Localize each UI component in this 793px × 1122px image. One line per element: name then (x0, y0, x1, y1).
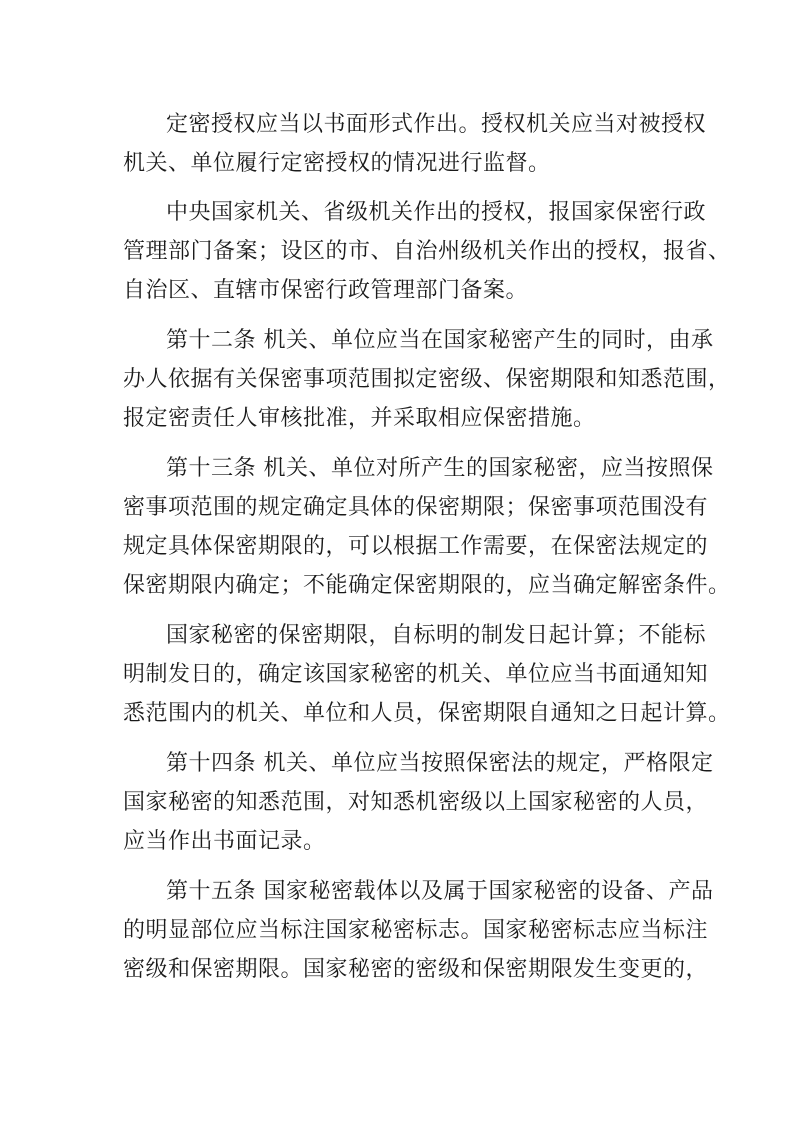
text-line: 定密授权应当以书面形式作出。授权机关应当对被授权 (166, 112, 707, 137)
text-line: 第十二条 机关、单位应当在国家秘密产生的同时，由承 (166, 328, 714, 353)
text-line: 机关、单位履行定密授权的情况进行监督。 (123, 151, 551, 176)
text-line: 中央国家机关、省级机关作出的授权，报国家保密行政 (166, 200, 707, 225)
text-line: 明制发日的，确定该国家秘密的机关、单位应当书面通知知 (123, 662, 709, 687)
text-line: 保密期限内确定；不能确定保密期限的，应当确定解密条件。 (123, 573, 731, 598)
text-line: 应当作出书面记录。 (123, 829, 326, 854)
text-line: 自治区、直辖市保密行政管理部门备案。 (123, 278, 529, 303)
text-line: 管理部门备案；设区的市、自治州级机关作出的授权，报省、 (123, 239, 731, 264)
text-line: 国家秘密的保密期限，自标明的制发日起计算；不能标 (166, 623, 707, 648)
text-line: 密事项范围的规定确定具体的保密期限；保密事项范围没有 (123, 495, 709, 520)
text-line: 国家秘密的知悉范围，对知悉机密级以上国家秘密的人员， (123, 790, 709, 815)
text-line: 密级和保密期限。国家秘密的密级和保密期限发生变更的， (123, 957, 709, 982)
text-line: 第十三条 机关、单位对所产生的国家秘密，应当按照保 (166, 456, 714, 481)
text-line: 第十五条 国家秘密载体以及属于国家秘密的设备、产品 (166, 879, 714, 904)
text-line: 办人依据有关保密事项范围拟定密级、保密期限和知悉范围， (123, 367, 731, 392)
text-line: 规定具体保密期限的，可以根据工作需要，在保密法规定的 (123, 534, 709, 559)
text-line: 报定密责任人审核批准，并采取相应保密措施。 (123, 406, 596, 431)
text-line: 悉范围内的机关、单位和人员，保密期限自通知之日起计算。 (123, 701, 731, 726)
text-line: 第十四条 机关、单位应当按照保密法的规定，严格限定 (166, 751, 714, 776)
text-line: 的明显部位应当标注国家秘密标志。国家秘密标志应当标注 (123, 918, 709, 943)
